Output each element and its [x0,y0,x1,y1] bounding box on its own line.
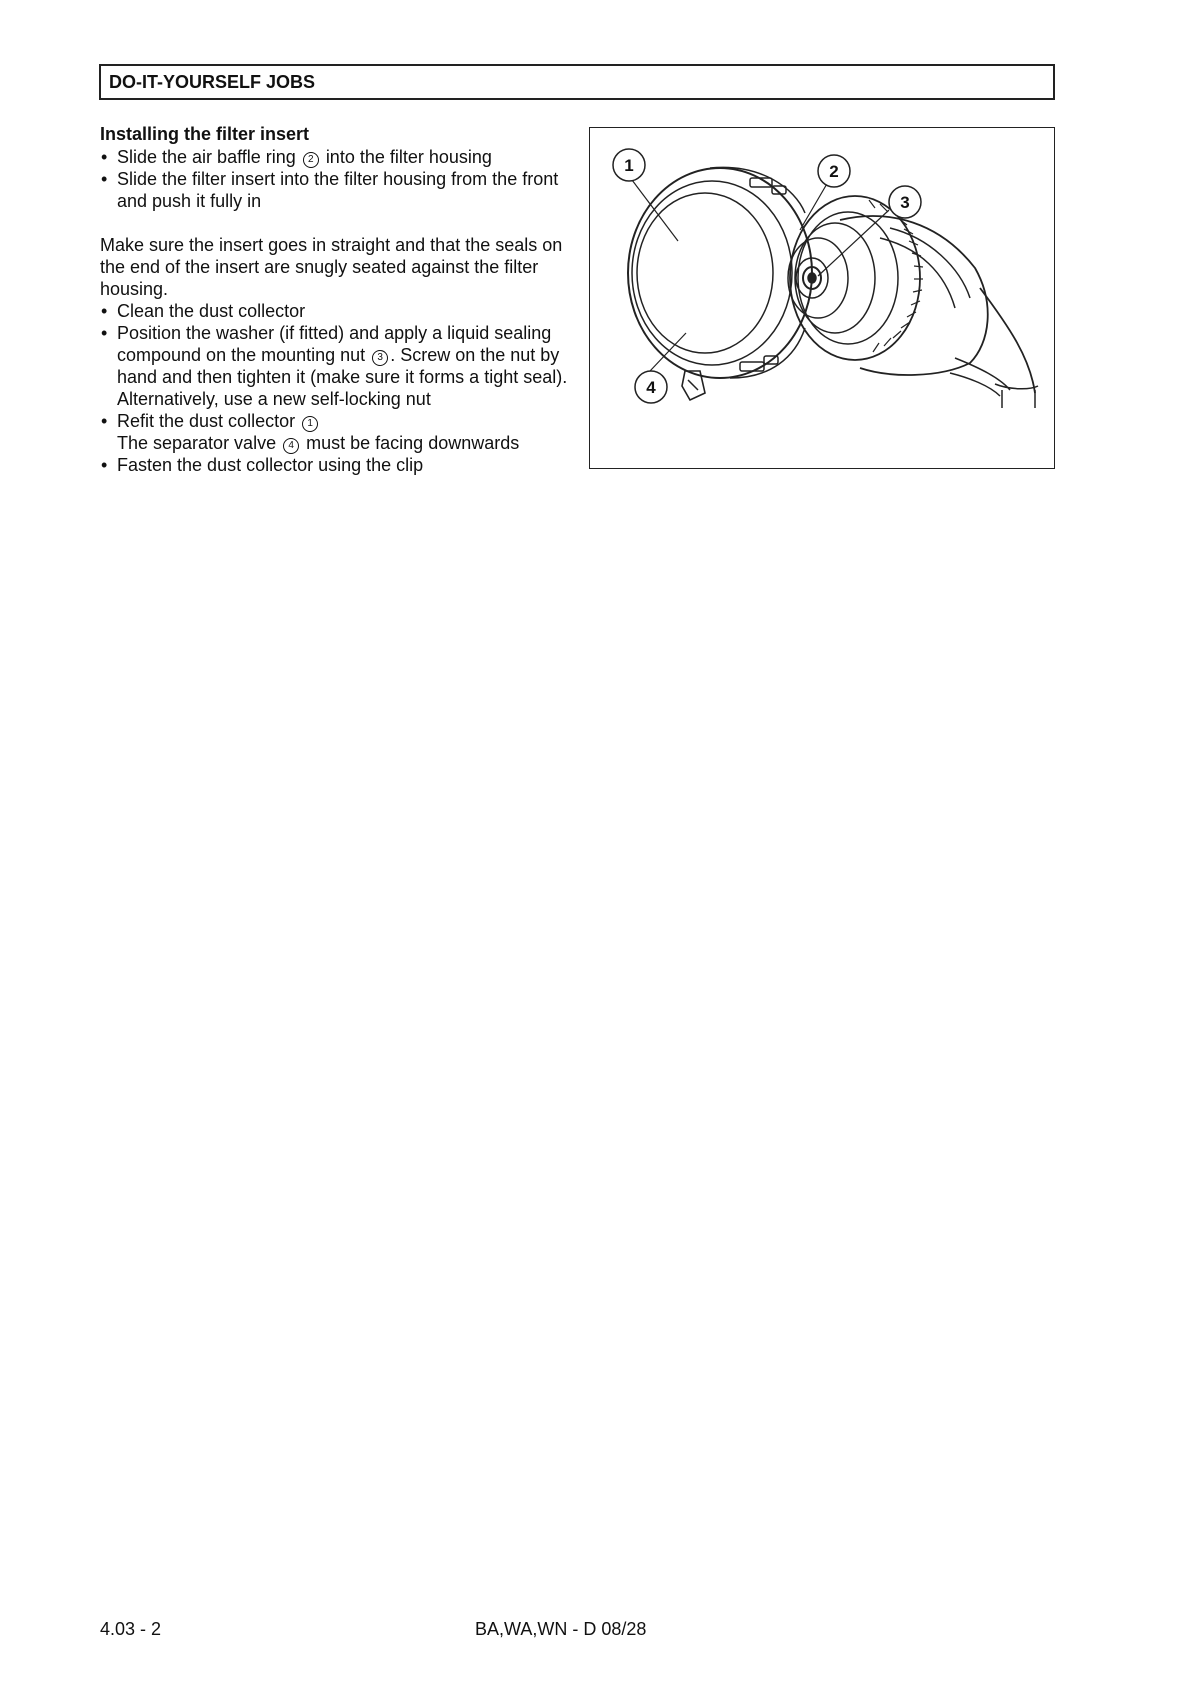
instructions [100,122,580,476]
filter-drawing [590,128,1056,470]
ref-marker: 2 [303,152,319,168]
callout-1: 1 [624,156,634,175]
subheading: Installing the filter insert [100,124,310,144]
step-position-washer: • Position the washer (if fitted) and apply a liquid sealing compound on the mounting nut 3 . Screw on the nut by hand and then tighten it (make sure it forms a tight seal). Alternatively, use a new self-locking nut [100,322,580,410]
steps-list-b [100,300,580,476]
section-header [99,64,1055,100]
step-refit-collector: • Refit the dust collector 1 The separator valve 4 must be facing downwards [100,410,580,454]
ref-marker: 4 [283,438,299,454]
step-fasten-clip: • Fasten the dust collector using the clip [100,454,580,476]
page-number: 4.03 - 2 [100,1619,162,1639]
steps-list-a [100,146,580,212]
section-title: DO-IT-YOURSELF JOBS [109,72,316,92]
callout-3: 3 [900,193,910,212]
step-slide-insert: • Slide the filter insert into the filter housing from the front and push it fully in [100,168,580,212]
ref-marker: 1 [302,416,318,432]
ref-marker: 3 [372,350,388,366]
callout-2: 2 [829,162,839,181]
step-subline: The separator valve 4 must be facing downwards [117,433,520,453]
step-slide-baffle-ring: • Slide the air baffle ring 2 into the filter housing [100,146,580,168]
callout-4: 4 [646,378,656,397]
step-clean-collector: • Clean the dust collector [100,300,580,322]
filter-illustration [589,127,1055,469]
document-code: BA,WA,WN - D 08/28 [475,1619,647,1639]
note-paragraph: Make sure the insert goes in straight and that the seals on the end of the insert are snugly seated against the filter housing. [100,235,563,299]
